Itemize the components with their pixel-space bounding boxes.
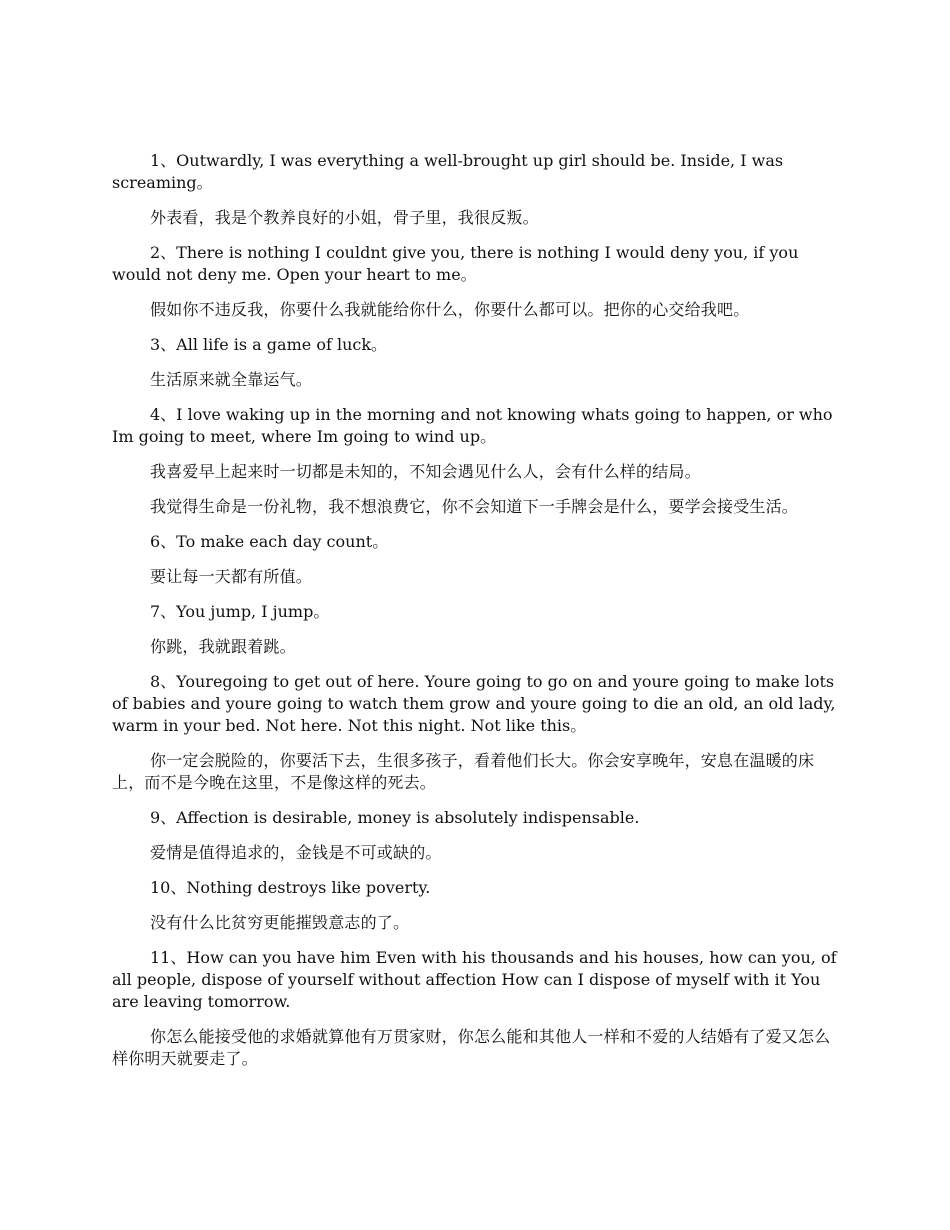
quote-3-english: 3、All life is a game of luck。 <box>150 335 388 354</box>
quote-5-chinese: 我觉得生命是一份礼物，我不想浪费它，你不会知道下一手牌会是什么，要学会接受生活。 <box>150 497 799 516</box>
quote-6-english: 6、To make each day count。 <box>150 532 389 551</box>
quote-1-chinese: 外表看，我是个教养良好的小姐，骨子里，我很反叛。 <box>150 208 539 227</box>
quote-9-chinese: 爱情是值得追求的，金钱是不可或缺的。 <box>150 843 442 862</box>
quote-1-english: 1、Outwardly, I was everything a well-brought up girl should be. Inside, I was screaming。 <box>112 151 784 192</box>
quote-4-chinese: 我喜爱早上起来时一切都是未知的，不知会遇见什么人，会有什么样的结局。 <box>150 462 701 481</box>
quote-6-chinese: 要让每一天都有所值。 <box>150 567 313 586</box>
quote-8-english: 8、Youregoing to get out of here. Youre going to go on and youre going to make lots of babies and youre going to watch them grow and youre going to die an old, an old lady, warm in your bed. Not here. Not this night. Not like this。 <box>112 672 836 735</box>
quote-4-english: 4、I love waking up in the morning and not knowing whats going to happen, or who Im going to meet, where Im going to wind up。 <box>112 405 833 446</box>
quote-8-chinese: 你一定会脱险的，你要活下去，生很多孩子，看着他们长大。你会安享晚年，安息在温暖的床上，而不是今晚在这里，不是像这样的死去。 <box>112 751 815 792</box>
quote-10-english: 10、Nothing destroys like poverty. <box>150 878 431 897</box>
quote-2-english: 2、There is nothing I couldnt give you, there is nothing I would deny you, if you would not deny me. Open your heart to me。 <box>112 243 799 284</box>
quote-3-chinese: 生活原来就全靠运气。 <box>150 370 313 389</box>
quote-7-english: 7、You jump, I jump。 <box>150 602 330 621</box>
quote-11-english: 11、How can you have him Even with his thousands and his houses, how can you, of all people, dispose of yourself without affection How can I dispose of myself with it You are leaving tomorrow. <box>112 948 837 1011</box>
quote-11-chinese: 你怎么能接受他的求婚就算他有万贯家财，你怎么能和其他人一样和不爱的人结婚有了爱又怎么样你明天就要走了。 <box>112 1027 831 1068</box>
document-page <box>112 150 840 1083</box>
quote-10-chinese: 没有什么比贫穷更能摧毁意志的了。 <box>150 913 410 932</box>
quote-7-chinese: 你跳，我就跟着跳。 <box>150 637 296 656</box>
quote-2-chinese: 假如你不违反我，你要什么我就能给你什么，你要什么都可以。把你的心交给我吧。 <box>150 300 750 319</box>
quote-9-english: 9、Affection is desirable, money is absolutely indispensable. <box>150 808 640 827</box>
